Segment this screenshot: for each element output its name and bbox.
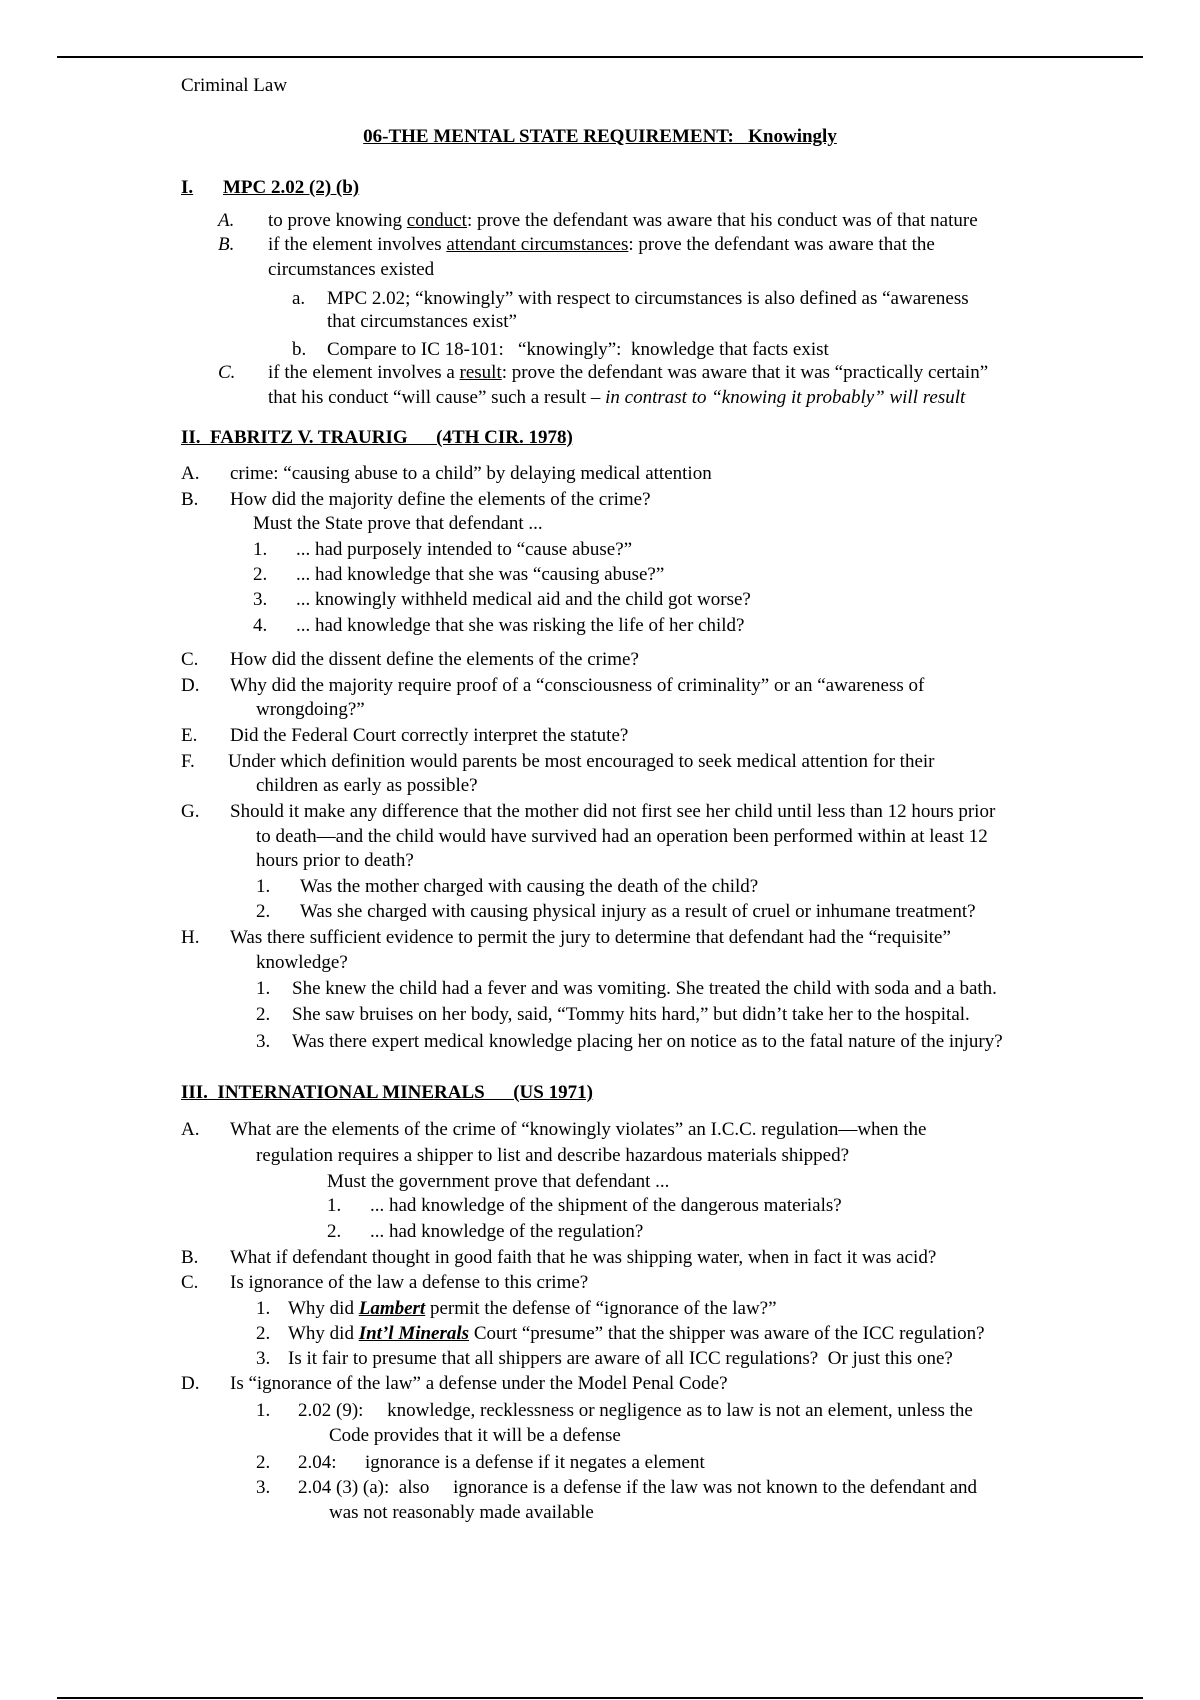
section3-A-text: What are the elements of the crime of “knowingly violates” an I.C.C. regulation—when the [230,1119,927,1140]
section3-A-label: A. [181,1119,200,1140]
section2-B-item-2: ... had knowledge that she was “causing abuse?” [296,564,665,585]
section2-H-item-3: Was there expert medical knowledge placing her on notice as to the fatal nature of the injury? [292,1031,1003,1052]
section3-C2-case: Int’l Minerals [358,1323,470,1344]
section1-C-post: : prove the defendant was aware that it was “practically certain” [501,362,989,383]
section3-B-text: What if defendant thought in good faith that he was shipping water, when in fact it was acid? [230,1247,937,1268]
section1-B-pre: if the element involves [268,234,447,255]
section1-a-label: a. [292,288,306,309]
section3-D-text: Is “ignorance of the law” a defense under the Model Penal Code? [230,1373,728,1394]
section3-C-item-2 [288,1322,985,1346]
section2-G-item-1: Was the mother charged with causing the death of the child? [300,876,759,897]
section1-B-post: : prove the defendant was aware that the [628,234,935,255]
section2-H-item-2: She saw bruises on her body, said, “Tommy hits hard,” but didn’t take her to the hospital. [292,1004,970,1025]
section2-G-item-1-num: 1. [256,876,271,897]
section3-C2-post: Court “presume” that the shipper was aware of the ICC regulation? [469,1323,985,1344]
section1-C-italic: in contrast to “knowing it probably” will result [605,387,966,408]
section1-A-underlined: conduct [406,210,467,231]
section1-B-label: B. [218,234,235,255]
section2-G-continuation-1: to death—and the child would have survived had an operation been performed within at least 12 [256,826,988,847]
section2-C-label: C. [181,649,199,670]
section2-H-label: H. [181,927,200,948]
section2-F-continuation: children as early as possible? [256,775,478,796]
section1-heading: MPC 2.02 (2) (b) [223,177,360,198]
section3-C2-pre: Why did [288,1323,359,1344]
section1-C-label: C. [218,362,236,383]
section2-E-text: Did the Federal Court correctly interpret the statute? [230,725,629,746]
section2-D-label: D. [181,675,200,696]
section3-C-item-3-num: 3. [256,1348,271,1369]
section2-B-sub: Must the State prove that defendant ... [253,513,543,534]
section1-A-label: A. [218,210,235,231]
section3-D-item-2-num: 2. [256,1452,271,1473]
section1-A-post: : prove the defendant was aware that his conduct was of that nature [466,210,978,231]
section3-C1-pre: Why did [288,1298,359,1319]
section3-C-item-1-num: 1. [256,1298,271,1319]
section2-H-item-1: She knew the child had a fever and was vomiting. She treated the child with soda and a bath. [292,978,997,999]
section2-F-label: F. [181,751,195,772]
section3-C-item-1 [288,1297,777,1321]
section1-B-text [268,233,935,257]
section3-heading: III. INTERNATIONAL MINERALS (US 1971) [181,1082,593,1103]
section3-C1-case: Lambert [358,1298,426,1319]
section3-A-sub: Must the government prove that defendant ... [327,1171,670,1192]
section1-C-pre: if the element involves a [268,362,460,383]
section1-A-text [268,209,978,233]
section2-A-label: A. [181,463,200,484]
section2-B-text: How did the majority define the elements of the crime? [230,489,651,510]
section3-C-label: C. [181,1272,199,1293]
section3-D-item-2: 2.04: ignorance is a defense if it negates a element [298,1452,705,1473]
top-rule [57,56,1143,58]
section3-A-item-2-num: 2. [327,1221,342,1242]
section3-C-text: Is ignorance of the law a defense to this crime? [230,1272,589,1293]
section2-B-item-3-num: 3. [253,589,268,610]
section2-H-item-1-num: 1. [256,978,271,999]
section2-H-text: Was there sufficient evidence to permit the jury to determine that defendant had the “requisite” [230,927,951,948]
section2-G-item-2: Was she charged with causing physical injury as a result of cruel or inhumane treatment? [300,901,976,922]
section1-heading-number: I. [181,177,194,198]
section3-B-label: B. [181,1247,199,1268]
course-header: Criminal Law [181,75,288,96]
section3-D-item-1-continuation: Code provides that it will be a defense [329,1425,621,1446]
section1-B-continuation: circumstances existed [268,259,435,280]
section3-A-item-1: ... had knowledge of the shipment of the dangerous materials? [370,1195,842,1216]
section3-C-item-2-num: 2. [256,1323,271,1344]
section2-A-text: crime: “causing abuse to a child” by delaying medical attention [230,463,712,484]
section2-B-item-4: ... had knowledge that she was risking the life of her child? [296,615,745,636]
section2-H-continuation: knowledge? [256,952,348,973]
page-title-text: 06-THE MENTAL STATE REQUIREMENT: Knowingly [363,126,837,147]
section2-E-label: E. [181,725,198,746]
section1-B-underlined: attendant circumstances [446,234,629,255]
section1-C-continuation [268,386,965,410]
bottom-rule [57,1697,1143,1699]
section1-C-underlined: result [459,362,502,383]
section2-C-text: How did the dissent define the elements of the crime? [230,649,639,670]
section2-B-item-4-num: 4. [253,615,268,636]
section1-C-text [268,361,988,385]
section1-C-cont-text: that his conduct “will cause” such a result – [268,387,606,408]
section2-B-item-1-num: 1. [253,539,268,560]
section2-B-label: B. [181,489,199,510]
section2-G-text: Should it make any difference that the mother did not first see her child until less than 12 hours prior [230,801,996,822]
section2-D-continuation: wrongdoing?” [256,699,365,720]
section3-D-item-3-continuation: was not reasonably made available [329,1502,594,1523]
section3-D-item-3: 2.04 (3) (a): also ignorance is a defense if the law was not known to the defendant and [298,1477,978,1498]
section1-A-pre: to prove knowing [268,210,407,231]
section2-B-item-2-num: 2. [253,564,268,585]
section2-D-text: Why did the majority require proof of a “consciousness of criminality” or an “awareness of [230,675,925,696]
section3-C1-post: permit the defense of “ignorance of the law?” [425,1298,777,1319]
section2-B-item-1: ... had purposely intended to “cause abuse?” [296,539,633,560]
section2-H-item-2-num: 2. [256,1004,271,1025]
section3-A-item-1-num: 1. [327,1195,342,1216]
section2-G-continuation-2: hours prior to death? [256,850,414,871]
section1-a-continuation: that circumstances exist” [327,311,517,332]
section2-heading: II. FABRITZ V. TRAURIG (4TH CIR. 1978) [181,427,573,448]
section1-b-label: b. [292,339,307,360]
section3-D-label: D. [181,1373,200,1394]
page-title [0,125,1200,149]
section3-D-item-1-num: 1. [256,1400,271,1421]
section2-G-label: G. [181,801,200,822]
section3-A-continuation: regulation requires a shipper to list and describe hazardous materials shipped? [256,1145,850,1166]
section2-B-item-3: ... knowingly withheld medical aid and the child got worse? [296,589,751,610]
section3-A-item-2: ... had knowledge of the regulation? [370,1221,644,1242]
section1-b-text: Compare to IC 18-101: “knowingly”: knowledge that facts exist [327,339,829,360]
section2-G-item-2-num: 2. [256,901,271,922]
section3-C-item-3: Is it fair to presume that all shippers are aware of all ICC regulations? Or just this one? [288,1348,953,1369]
section2-F-text: Under which definition would parents be most encouraged to seek medical attention for their [228,751,935,772]
section3-D-item-3-num: 3. [256,1477,271,1498]
section3-D-item-1: 2.02 (9): knowledge, recklessness or negligence as to law is not an element, unless the [298,1400,973,1421]
section2-H-item-3-num: 3. [256,1031,271,1052]
section1-a-text: MPC 2.02; “knowingly” with respect to circumstances is also defined as “awareness [327,288,969,309]
